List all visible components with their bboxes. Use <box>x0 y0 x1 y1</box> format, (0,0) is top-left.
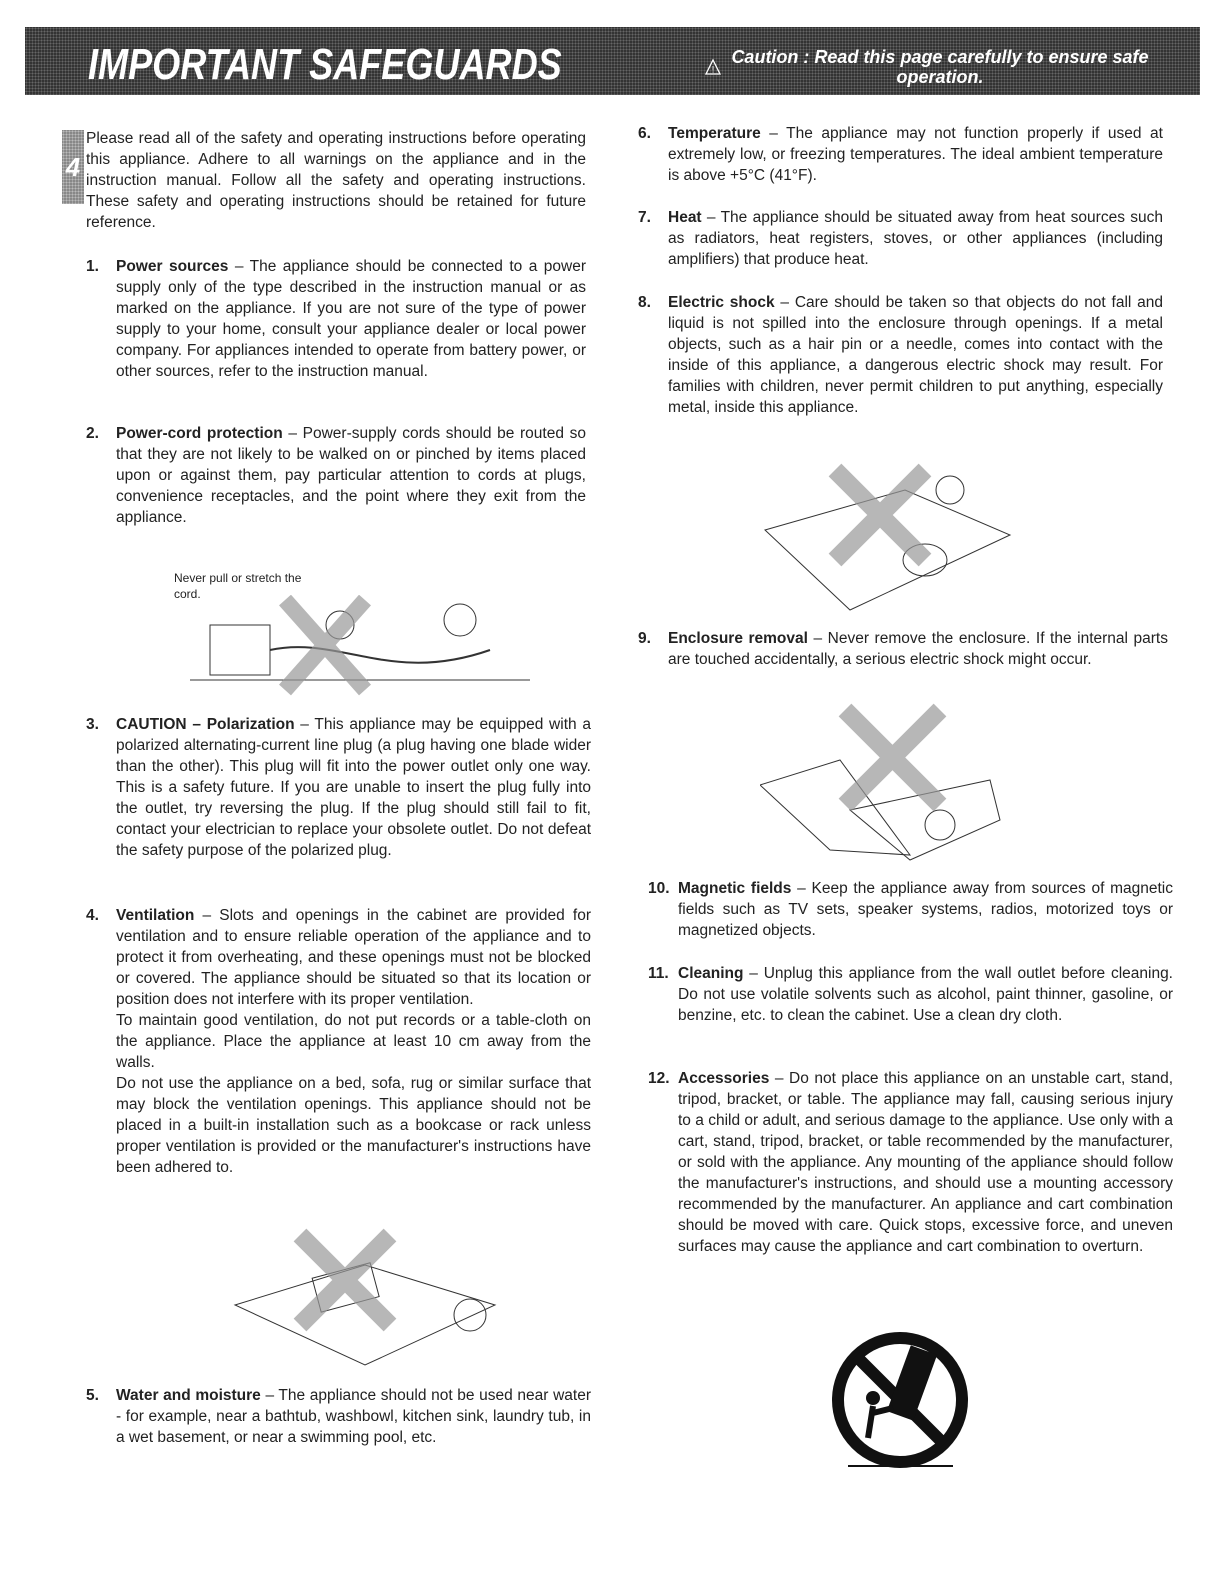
item-number: 1. <box>86 258 99 275</box>
safeguard-item-6 <box>638 123 1163 186</box>
intro-paragraph: Please read all of the safety and operating instructions before operating this appliance. Adhere to all warnings on the appliance and in the instruction manual. Follow all the safety and operating instructions. These safety and operating instructions should be retained for future reference. <box>86 130 586 231</box>
page-title: IMPORTANT SAFEGUARDS <box>88 40 562 89</box>
item-title: Water and moisture <box>116 1387 261 1404</box>
item-number: 10. <box>648 880 670 897</box>
item-title: Ventilation <box>116 907 195 924</box>
safeguard-item-4 <box>86 905 591 1178</box>
item-title: Enclosure removal <box>668 630 808 647</box>
cart-tipover-warning-icon <box>828 1328 973 1473</box>
item-text: – Do not place this appliance on an unstable cart, stand, tripod, bracket, or table. The appliance may fall, causing serious injury to a child or adult, and serious damage to the appliance. Use only with a cart, stand, tripod, bracket, or table recommended by the manufacturer, or sold with the appliance. Any mounting of the appliance should follow the manufacturer's instructions, and should use a mounting accessory recommended by the manufacturer. An appliance and cart combination should be moved with care. Quick stops, excessive force, and uneven surfaces may cause the appliance and cart combination to overturn. <box>678 1070 1173 1255</box>
item-title: Power sources <box>116 258 229 275</box>
safeguard-item-10 <box>648 878 1173 941</box>
item-title: Cleaning <box>678 965 744 982</box>
item-text: – Keep the appliance away from sources of magnetic fields such as TV sets, speaker systems, radios, motorized toys or magnetized objects. <box>678 880 1174 939</box>
item-number: 7. <box>638 209 651 226</box>
cord-illustration <box>190 595 530 700</box>
enclosure-illustration <box>760 700 1020 865</box>
electric-shock-illustration <box>755 460 1020 620</box>
item-number: 3. <box>86 716 99 733</box>
safeguard-item-3 <box>86 714 591 861</box>
item-number: 6. <box>638 125 651 142</box>
ventilation-illustration <box>215 1225 515 1370</box>
item-text: – Power-supply cords should be routed so that they are not likely to be walked on or pinched by items placed upon or against them, pay particular attention to cords at plugs, convenience receptacles, and the point where they exit from the appliance. <box>116 425 586 526</box>
safeguard-item-11 <box>648 963 1173 1026</box>
figure-caption: Never pull or stretch the cord. <box>174 571 302 601</box>
item-title: Electric shock <box>668 294 775 311</box>
item-number: 9. <box>638 630 651 647</box>
safeguard-item-5 <box>86 1385 591 1448</box>
safeguard-item-8 <box>638 292 1163 418</box>
item-title: Accessories <box>678 1070 770 1087</box>
item-title: Magnetic fields <box>678 880 792 897</box>
item-title: Temperature <box>668 125 761 142</box>
item-text: – Never remove the enclosure. If the internal parts are touched accidentally, a serious electric shock might occur. <box>668 630 1168 668</box>
item-number: 4. <box>86 907 99 924</box>
item-title: CAUTION – Polarization <box>116 716 295 733</box>
item-title: Heat <box>668 209 702 226</box>
item-number: 12. <box>648 1070 670 1087</box>
item-text: – The appliance should be connected to a power supply only of the type described in the instruction manual or as marked on the appliance. If you are not sure of the type of power supply to your home, consult your appliance dealer or local power company. For appliances intended to operate from battery power, or other sources, refer to the instruction manual. <box>116 258 586 380</box>
safeguard-item-12 <box>648 1068 1173 1257</box>
item-text: To maintain good ventilation, do not put records or a table-cloth on the appliance. Place the appliance at least 10 cm away from the walls. <box>116 1012 591 1071</box>
item-text: – Unplug this appliance from the wall outlet before cleaning. Do not use volatile solvents such as alcohol, paint thinner, gasoline, or benzine, etc. to clean the cabinet. Use a clean dry cloth. <box>678 965 1173 1024</box>
safeguard-item-7 <box>638 207 1163 270</box>
item-text: – The appliance should be situated away from heat sources such as radiators, heat registers, stoves, or other appliances (including amplifiers) that produce heat. <box>668 209 1163 268</box>
page-number: 4 <box>62 130 84 204</box>
item-number: 8. <box>638 294 651 311</box>
item-number: 5. <box>86 1387 99 1404</box>
item-text: – The appliance should not be used near water - for example, near a bathtub, washbowl, kitchen sink, laundry tub, in a wet basement, or near a swimming pool, etc. <box>116 1387 591 1446</box>
item-title: Power-cord protection <box>116 425 283 442</box>
item-number: 11. <box>648 965 669 982</box>
caution-note: Caution : Read this page carefully to ensure safe operation. <box>731 47 1149 87</box>
item-text: – Care should be taken so that objects do not fall and liquid is not spilled into the enclosure through openings. If a metal objects, such as a hair pin or a needle, comes into contact with the inside of this appliance, a dangerous electric shock may result. For families with children, never permit children to put anything, especially metal, inside this appliance. <box>668 294 1164 416</box>
item-text: – The appliance may not function properly if used at extremely low, or freezing temperatures. The ideal ambient temperature is above +5°C (41°F). <box>668 125 1163 184</box>
safeguard-item-9 <box>638 628 1168 670</box>
item-text: – Slots and openings in the cabinet are provided for ventilation and to ensure reliable operation of the appliance and to protect it from overheating, and these openings must not be blocked or covered. The appliance should be situated so that its location or position does not interfere with its proper ventilation. <box>116 907 591 1008</box>
item-text: – This appliance may be equipped with a polarized alternating-current line plug (a plug having one blade wider than the other). This plug will fit into the power outlet only one way. This is a safety future. If you are unable to insert the plug fully into the outlet, try reversing the plug. If the plug should still fail to fit, contact your electrician to replace your obsolete outlet. Do not defeat the safety purpose of the polarized plug. <box>116 716 591 859</box>
item-number: 2. <box>86 425 99 442</box>
svg-text:!: ! <box>711 64 715 75</box>
item-text: Do not use the appliance on a bed, sofa, rug or similar surface that may block the ventilation openings. This appliance should not be placed in a built-in installation such as a bookcase or rack unless proper ventilation is provided or the manufacturer's instructions have been adhered to. <box>116 1075 591 1176</box>
safeguard-item-2 <box>86 423 586 528</box>
safeguard-item-1 <box>86 256 586 382</box>
